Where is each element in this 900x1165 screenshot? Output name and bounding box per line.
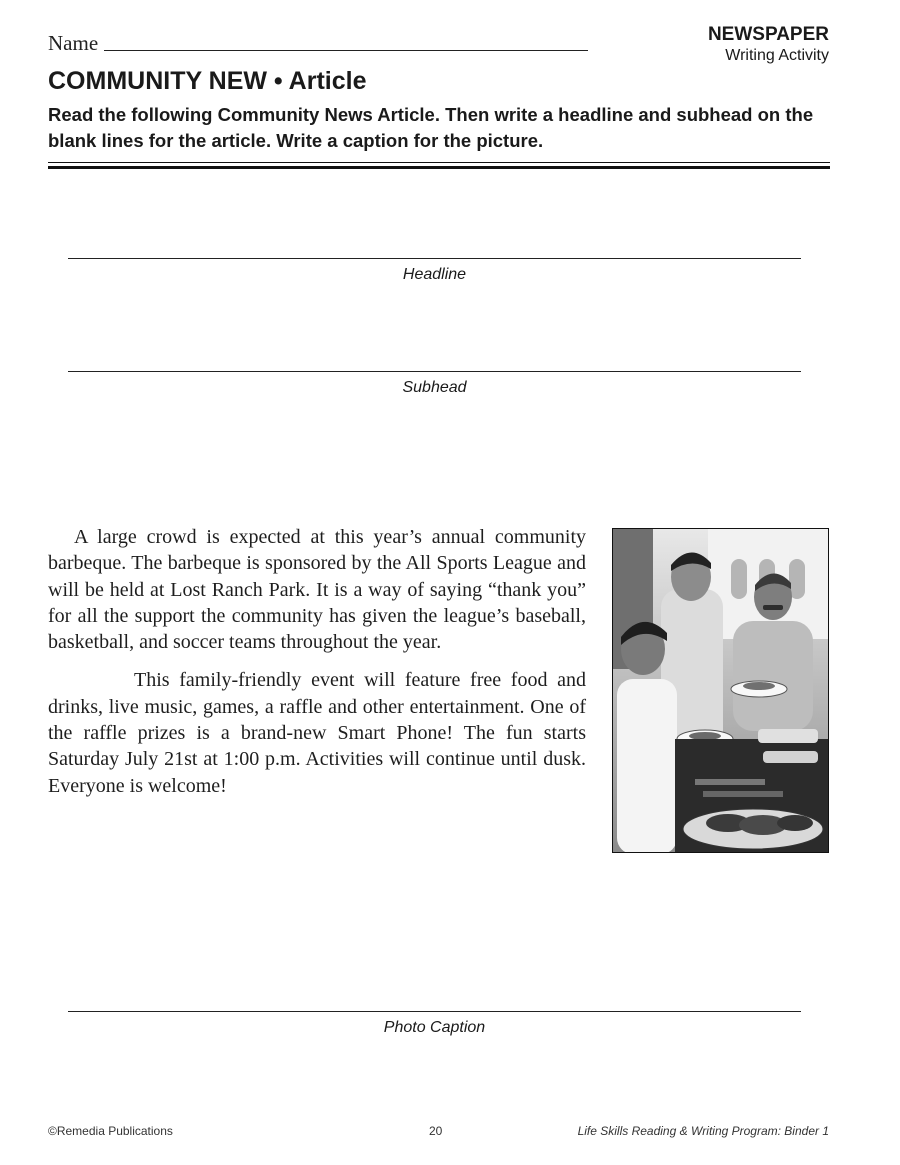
- page-title: COMMUNITY NEW • Article: [48, 67, 367, 95]
- article-paragraph: This family-friendly event will feature free food and drinks, live music, games, a raffle and other entertainment. One of the raffle prizes is a brand-new Smart Phone! The fun starts Saturday July 21st at 1:00 p.m. Activities will continue until dusk. Everyone is welcome!: [48, 669, 586, 797]
- brand-title: NEWSPAPER: [707, 24, 829, 45]
- article-paragraph: A large crowd is expected at this year’s annual community barbeque. The barbeque is sponsored by the All Sports League and will be held at Lost Ranch Park. It is a way of saying “thank you” for all the support the community has given the league’s baseball, basketball, and soccer teams throughout the year.: [48, 526, 586, 654]
- instructions: Read the following Community News Article. Then write a headline and subhead on the blank lines for the article. Write a caption for the picture.: [48, 104, 814, 151]
- subhead-label: Subhead: [402, 379, 467, 396]
- footer-program: Life Skills Reading & Writing Program: Binder 1: [577, 1124, 829, 1138]
- header-divider-thick: [48, 166, 830, 169]
- brand-subtitle: Writing Activity: [725, 47, 829, 64]
- caption-input-line[interactable]: [68, 1011, 801, 1012]
- name-input-line[interactable]: [104, 50, 588, 51]
- name-label: Name: [48, 31, 99, 55]
- name-field: [48, 28, 588, 54]
- barbecue-photo-image: [613, 529, 829, 853]
- article-body: [48, 524, 586, 811]
- subhead-input-line[interactable]: [68, 371, 801, 372]
- caption-label: Photo Caption: [383, 1019, 486, 1036]
- header-divider-thin: [48, 162, 830, 163]
- activity-badge: [708, 24, 829, 66]
- article-photo: [612, 528, 829, 853]
- footer-page-number: 20: [429, 1124, 443, 1138]
- footer-publisher: ©Remedia Publications: [48, 1124, 173, 1138]
- headline-label: Headline: [402, 266, 467, 283]
- headline-input-line[interactable]: [68, 258, 801, 259]
